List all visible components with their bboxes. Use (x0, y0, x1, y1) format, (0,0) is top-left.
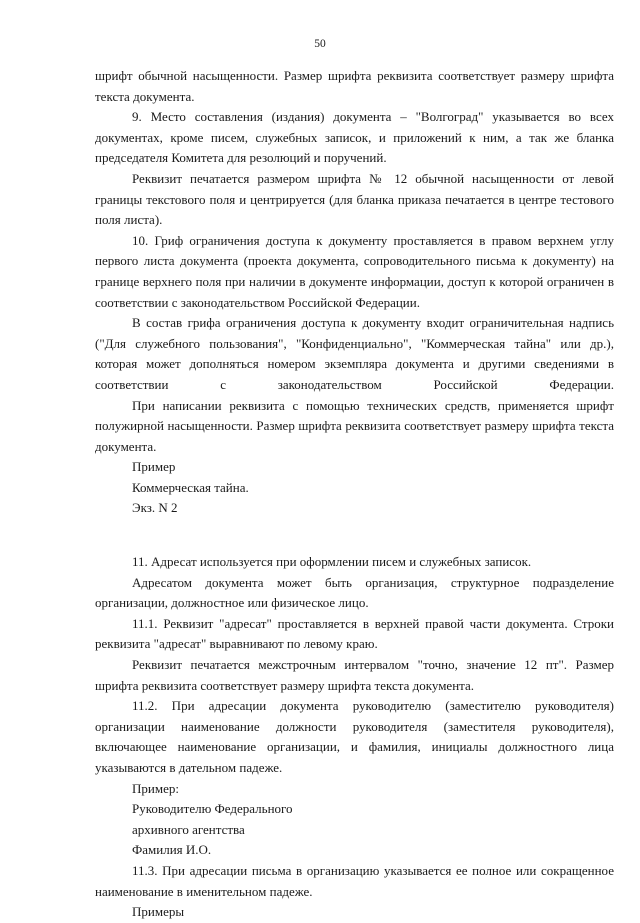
paragraph-restriction-font: При написании реквизита с помощью технических средств, применяется шрифт полужирной насыщенности. Размер шрифта реквизита соответствует размеру шрифта текста документа. (95, 397, 614, 454)
example-line: Руководителю Федерального (132, 801, 293, 817)
example-line: Экз. N 2 (132, 500, 178, 516)
paragraph-restriction-contents: В состав грифа ограничения доступа к документу входит ограничительная надпись ("Для служебного пользования", "Конфиденциально", "Коммерческая тайна" или др.), которая может дополняться номером экземпляра документа и другими сведениями в соответствии с законодательством Российской Федерации. (95, 315, 614, 392)
paragraph-addressee: 11. Адресат используется при оформлении писем и служебных записок. (132, 554, 532, 570)
example-label: Примеры (132, 904, 185, 920)
paragraph-place-of-issue: 9. Место составления (издания) документа – "Волгоград" указывается во всех документах, кроме писем, служебных записок, и приложений к ним, а так же бланка председателя Комитета для резолюций и поручений. (95, 109, 614, 166)
paragraph-font-weight: шрифт обычной насыщенности. Размер шрифта реквизита соответствует размеру шрифта текста документа. (95, 68, 614, 104)
paragraph-addressee-types: Адресатом документа может быть организация, структурное подразделение организации, должностное или физическое лицо. (95, 574, 614, 611)
document-body (95, 66, 614, 923)
page-number: 50 (314, 38, 326, 50)
paragraph-addressee-organization: 11.3. При адресации письма в организацию указывается ее полное или сокращенное наименование в именительном падеже. (95, 862, 614, 899)
spacer (95, 519, 614, 552)
example-line: Коммерческая тайна. (132, 479, 249, 495)
paragraph-addressee-head: 11.2. При адресации документа руководителю (заместителю руководителя) организации наименование должности руководителя (заместителя руководителя), включающее наименование организации, и фамилия, инициалы должностного лица указываются в дательном падеже. (95, 698, 614, 775)
example-line: Фамилия И.О. (132, 842, 212, 858)
paragraph-addressee-position: 11.1. Реквизит "адресат" проставляется в верхней правой части документа. Строки реквизита "адресат" выравнивают по левому краю. (95, 615, 614, 652)
example-label: Пример: (132, 780, 179, 796)
example-line: архивного агентства (132, 821, 245, 837)
paragraph-addressee-spacing: Реквизит печатается межстрочным интервалом "точно, значение 12 пт". Размер шрифта реквизита соответствует размеру шрифта текста документа. (95, 657, 614, 693)
paragraph-access-restriction: 10. Гриф ограничения доступа к документу проставляется в правом верхнем углу первого листа документа (проекта документа, сопроводительного письма к документу) на границе верхнего поля при наличии в документе информации, доступ к которой ограничен в соответствии с законодательством Российской Федерации. (95, 232, 614, 310)
paragraph-place-font: Реквизит печатается размером шрифта № 12 обычной насыщенности от левой границы текстового поля и центрируется (для бланка приказа печатается в центре тестового поля листа). (95, 170, 614, 228)
example-label: Пример (132, 459, 176, 475)
